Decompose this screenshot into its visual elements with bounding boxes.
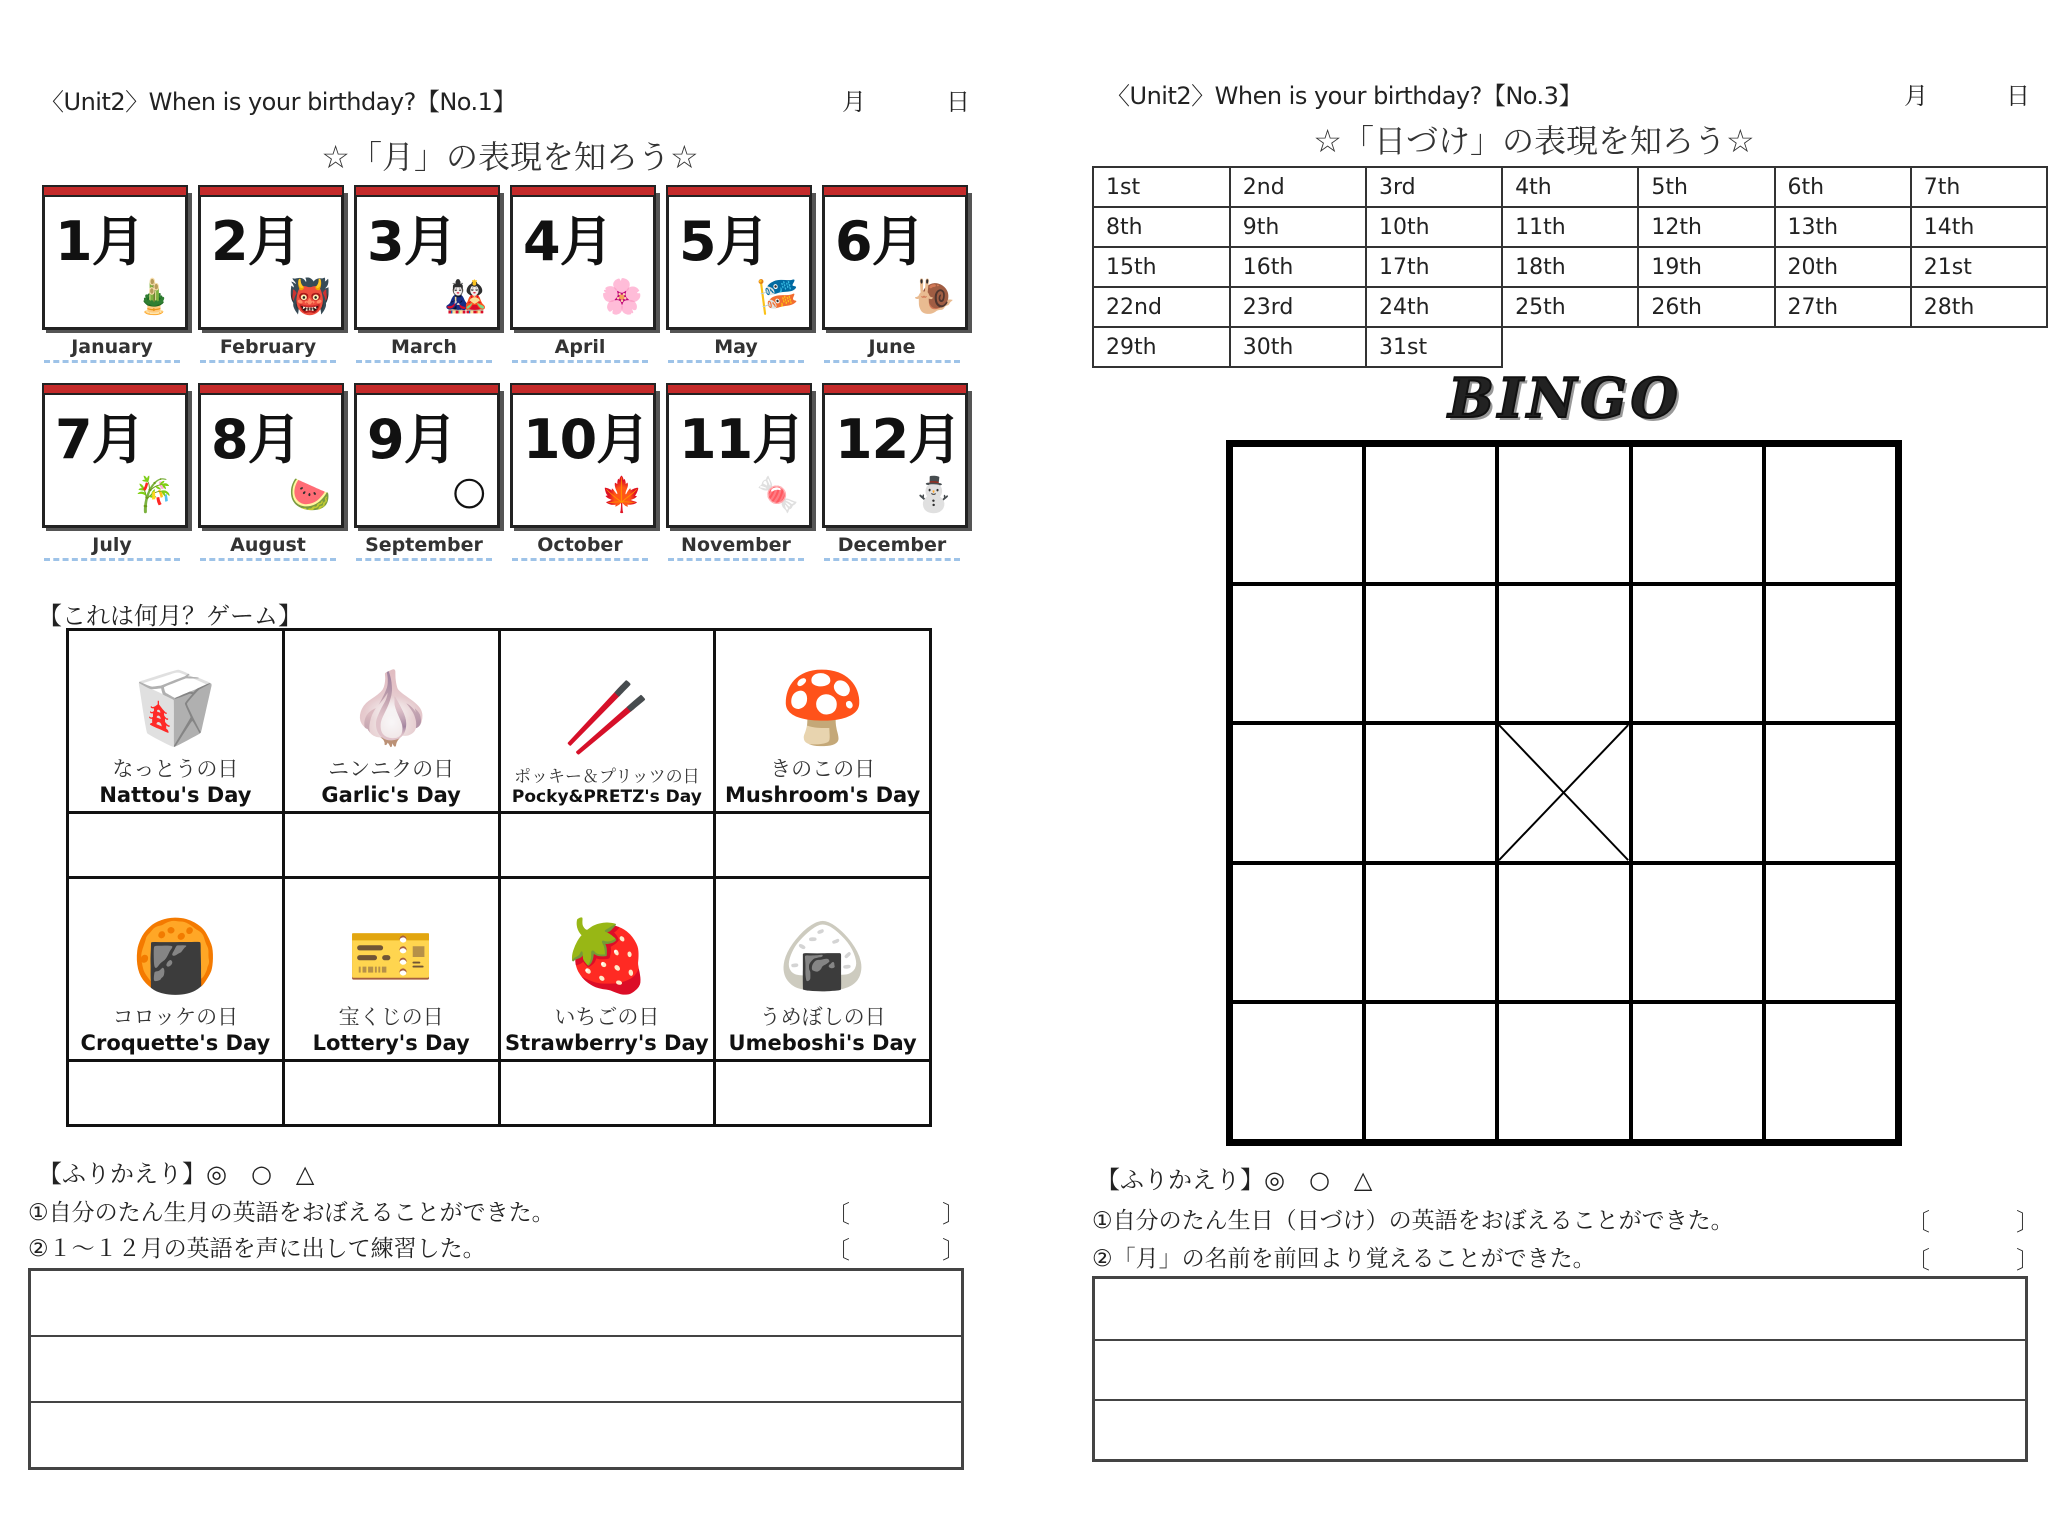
page2-reflection-item-2: ②「月」の名前を前回より覚えることができた。	[1092, 1246, 1596, 1272]
game-item-jp: コロッケの日	[112, 1005, 239, 1029]
date-cell: 21st	[1911, 247, 2047, 287]
month-number: 1月	[55, 210, 145, 273]
date-cell: 7th	[1911, 167, 2047, 207]
page1-writing-area[interactable]	[28, 1268, 964, 1470]
month-card	[662, 384, 812, 564]
date-cell: 9th	[1230, 207, 1366, 247]
month-english: March	[356, 336, 492, 363]
month-english: October	[512, 534, 648, 561]
game-item-jp: いちごの日	[554, 1005, 660, 1029]
month-card	[194, 384, 344, 564]
game-item-en: Garlic's Day	[321, 783, 461, 807]
bingo-cell[interactable]	[1631, 445, 1764, 584]
game-item	[68, 630, 284, 813]
tanabata-bamboo-icon: 🎋	[132, 475, 175, 515]
date-cell: 8th	[1093, 207, 1230, 247]
answer-cell[interactable]	[68, 813, 284, 878]
page2-title: ☆「日づけ」の表現を知ろう☆	[1313, 122, 1755, 160]
answer-cell[interactable]	[68, 1061, 284, 1126]
month-card	[38, 384, 188, 564]
lottery-booth-icon: 🎫	[347, 915, 435, 997]
bingo-cell[interactable]	[1364, 723, 1497, 862]
date-cell: 19th	[1638, 247, 1774, 287]
bingo-cell[interactable]	[1231, 723, 1364, 862]
date-cell: 1st	[1093, 167, 1230, 207]
month-english: November	[668, 534, 804, 561]
game-item-jp: きのこの日	[770, 757, 876, 781]
month-number: 10月	[523, 408, 650, 471]
bingo-grid	[1226, 440, 1902, 1146]
game-item	[499, 878, 715, 1061]
cherry-blossom-icon: 🌸	[600, 277, 643, 317]
umeboshi-onigiri-icon: 🍙	[779, 915, 867, 997]
page2-month-label: 月	[1904, 82, 1928, 110]
date-cell: 2nd	[1230, 167, 1366, 207]
bingo-cell[interactable]	[1364, 584, 1497, 723]
ordinal-dates-table	[1092, 166, 2048, 368]
month-number: 3月	[367, 210, 457, 273]
bingo-cell[interactable]	[1231, 863, 1364, 1002]
game-item-jp: ニンニクの日	[328, 757, 455, 781]
month-game-table	[66, 628, 932, 1127]
page1-reflection-heading: 【ふりかえり】◎ ○ △	[38, 1160, 315, 1188]
snowman-icon: ⛄	[912, 475, 955, 515]
date-cell: 17th	[1366, 247, 1502, 287]
game-item-jp: 宝くじの日	[338, 1005, 444, 1029]
date-cell: 24th	[1366, 287, 1502, 327]
moon-viewing-icon: 🌕	[451, 475, 487, 515]
month-card	[818, 384, 968, 564]
bingo-cell[interactable]	[1364, 1002, 1497, 1141]
game-item	[68, 878, 284, 1061]
chitose-ame-icon: 🍬	[756, 475, 799, 515]
game-item	[283, 630, 499, 813]
empty-cell	[1911, 327, 2047, 367]
month-number: 9月	[367, 408, 457, 471]
bingo-cell[interactable]	[1231, 1002, 1364, 1141]
bingo-cell[interactable]	[1497, 1002, 1630, 1141]
garlic-icon: 🧄	[347, 667, 435, 749]
game-item-jp: ポッキー＆プリッツの日	[514, 767, 700, 787]
carp-streamer-icon: 🎏	[756, 277, 799, 317]
watermelon-icon: 🍉	[288, 475, 331, 515]
page2-header: 〈Unit2〉When is your birthday?【No.3】	[1106, 82, 1582, 110]
game-item	[715, 878, 931, 1061]
game-item	[715, 630, 931, 813]
bingo-cell[interactable]	[1764, 863, 1897, 1002]
game-item	[283, 878, 499, 1061]
answer-cell[interactable]	[283, 813, 499, 878]
game-item	[499, 630, 715, 813]
pocky-icon: 🥢	[563, 676, 651, 758]
game-item-en: Lottery's Day	[312, 1031, 470, 1055]
game-item-en: Mushroom's Day	[724, 783, 921, 807]
game-item-jp: なっとうの日	[112, 757, 239, 781]
date-cell: 11th	[1502, 207, 1638, 247]
autumn-leaf-icon: 🍁	[600, 475, 643, 515]
answer-cell[interactable]	[499, 813, 715, 878]
worksheet-page-1	[0, 0, 1020, 1536]
setsubun-oni-icon: 👹	[288, 277, 331, 317]
empty-cell	[1775, 327, 1911, 367]
bingo-cell[interactable]	[1764, 1002, 1897, 1141]
page2-writing-area[interactable]	[1092, 1276, 2028, 1462]
bingo-cell[interactable]	[1631, 584, 1764, 723]
date-cell: 25th	[1502, 287, 1638, 327]
date-cell: 23rd	[1230, 287, 1366, 327]
date-cell: 20th	[1775, 247, 1911, 287]
page2-reflection-item-1: ①自分のたん生日（日づけ）の英語をおぼえることができた。	[1092, 1208, 1734, 1234]
answer-cell[interactable]	[499, 1061, 715, 1126]
hina-dolls-icon: 🎎	[444, 277, 487, 317]
bingo-free-cell	[1497, 723, 1630, 862]
empty-cell	[1502, 327, 1638, 367]
date-cell: 6th	[1775, 167, 1911, 207]
month-card	[194, 186, 344, 366]
month-english: August	[200, 534, 336, 561]
answer-cell[interactable]	[283, 1061, 499, 1126]
page1-month-label: 月	[842, 88, 866, 116]
page1-reflection-item-1: ①自分のたん生月の英語をおぼえることができた。	[28, 1200, 555, 1226]
bingo-cell[interactable]	[1631, 723, 1764, 862]
answer-cell[interactable]	[715, 1061, 931, 1126]
natto-icon: 🥡	[131, 667, 219, 749]
page2-reflection-heading: 【ふりかえり】◎ ○ △	[1096, 1166, 1373, 1194]
date-cell: 27th	[1775, 287, 1911, 327]
month-card	[350, 384, 500, 564]
bingo-cell[interactable]	[1764, 445, 1897, 584]
month-card	[506, 384, 656, 564]
page1-reflection-item-2: ②１～１２月の英語を声に出して練習した。	[28, 1236, 486, 1262]
month-calendar-grid	[38, 186, 968, 564]
bracket-open: 〔	[826, 1200, 850, 1228]
month-english: July	[44, 534, 180, 561]
month-number: 7月	[55, 408, 145, 471]
new-year-decoration-icon: 🎍	[132, 277, 175, 317]
date-cell: 12th	[1638, 207, 1774, 247]
bracket-close: 〕	[2016, 1208, 2040, 1236]
bracket-close: 〕	[942, 1236, 966, 1264]
page2-day-label: 日	[2006, 82, 2030, 110]
date-cell: 16th	[1230, 247, 1366, 287]
bingo-cell[interactable]	[1497, 863, 1630, 1002]
game-item-en: Umeboshi's Day	[728, 1031, 917, 1055]
month-card	[350, 186, 500, 366]
date-cell: 31st	[1366, 327, 1502, 367]
croquette-icon: 🍘	[131, 915, 219, 997]
date-cell: 18th	[1502, 247, 1638, 287]
empty-cell	[1638, 327, 1774, 367]
month-card	[818, 186, 968, 366]
month-english: May	[668, 336, 804, 363]
month-english: September	[356, 534, 492, 561]
game-item-en: Strawberry's Day	[505, 1031, 709, 1055]
mushroom-icon: 🍄	[779, 667, 867, 749]
date-cell: 3rd	[1366, 167, 1502, 207]
bingo-cell[interactable]	[1497, 584, 1630, 723]
date-cell: 22nd	[1093, 287, 1230, 327]
month-card	[506, 186, 656, 366]
date-cell: 14th	[1911, 207, 2047, 247]
date-cell: 30th	[1230, 327, 1366, 367]
bingo-cell[interactable]	[1497, 445, 1630, 584]
game-label: 【これは何月？ゲーム】	[38, 602, 302, 630]
bingo-cell[interactable]	[1231, 584, 1364, 723]
month-english: June	[824, 336, 960, 363]
page1-title: ☆「月」の表現を知ろう☆	[321, 138, 699, 176]
date-cell: 26th	[1638, 287, 1774, 327]
cross-icon	[1499, 725, 1628, 860]
bingo-title: BINGO	[1448, 366, 1682, 430]
strawberry-icon: 🍓	[563, 915, 651, 997]
bingo-cell[interactable]	[1364, 863, 1497, 1002]
month-english: January	[44, 336, 180, 363]
bingo-cell[interactable]	[1631, 863, 1764, 1002]
bingo-cell[interactable]	[1631, 1002, 1764, 1141]
month-number: 12月	[835, 408, 962, 471]
date-cell: 13th	[1775, 207, 1911, 247]
bracket-close: 〕	[2016, 1246, 2040, 1274]
bracket-close: 〕	[942, 1200, 966, 1228]
bingo-cell[interactable]	[1231, 445, 1364, 584]
bingo-cell[interactable]	[1764, 584, 1897, 723]
month-card	[38, 186, 188, 366]
month-number: 11月	[679, 408, 806, 471]
month-number: 2月	[211, 210, 301, 273]
bingo-cell[interactable]	[1364, 445, 1497, 584]
date-cell: 28th	[1911, 287, 2047, 327]
bingo-cell[interactable]	[1764, 723, 1897, 862]
date-cell: 10th	[1366, 207, 1502, 247]
answer-cell[interactable]	[715, 813, 931, 878]
game-item-en: Pocky&PRETZ's Day	[511, 787, 702, 807]
bracket-open: 〔	[1906, 1208, 1930, 1236]
page1-header: 〈Unit2〉When is your birthday?【No.1】	[40, 88, 516, 116]
month-english: April	[512, 336, 648, 363]
date-cell: 29th	[1093, 327, 1230, 367]
month-english: December	[824, 534, 960, 561]
page1-day-label: 日	[946, 88, 970, 116]
month-card	[662, 186, 812, 366]
month-number: 8月	[211, 408, 301, 471]
game-item-en: Nattou's Day	[99, 783, 252, 807]
date-cell: 4th	[1502, 167, 1638, 207]
date-cell: 15th	[1093, 247, 1230, 287]
bracket-open: 〔	[1906, 1246, 1930, 1274]
game-item-en: Croquette's Day	[80, 1031, 271, 1055]
month-number: 5月	[679, 210, 769, 273]
month-number: 4月	[523, 210, 613, 273]
bracket-open: 〔	[826, 1236, 850, 1264]
game-item-jp: うめぼしの日	[759, 1005, 886, 1029]
date-cell: 5th	[1638, 167, 1774, 207]
snail-icon: 🐌	[912, 277, 955, 317]
month-english: February	[200, 336, 336, 363]
month-number: 6月	[835, 210, 925, 273]
